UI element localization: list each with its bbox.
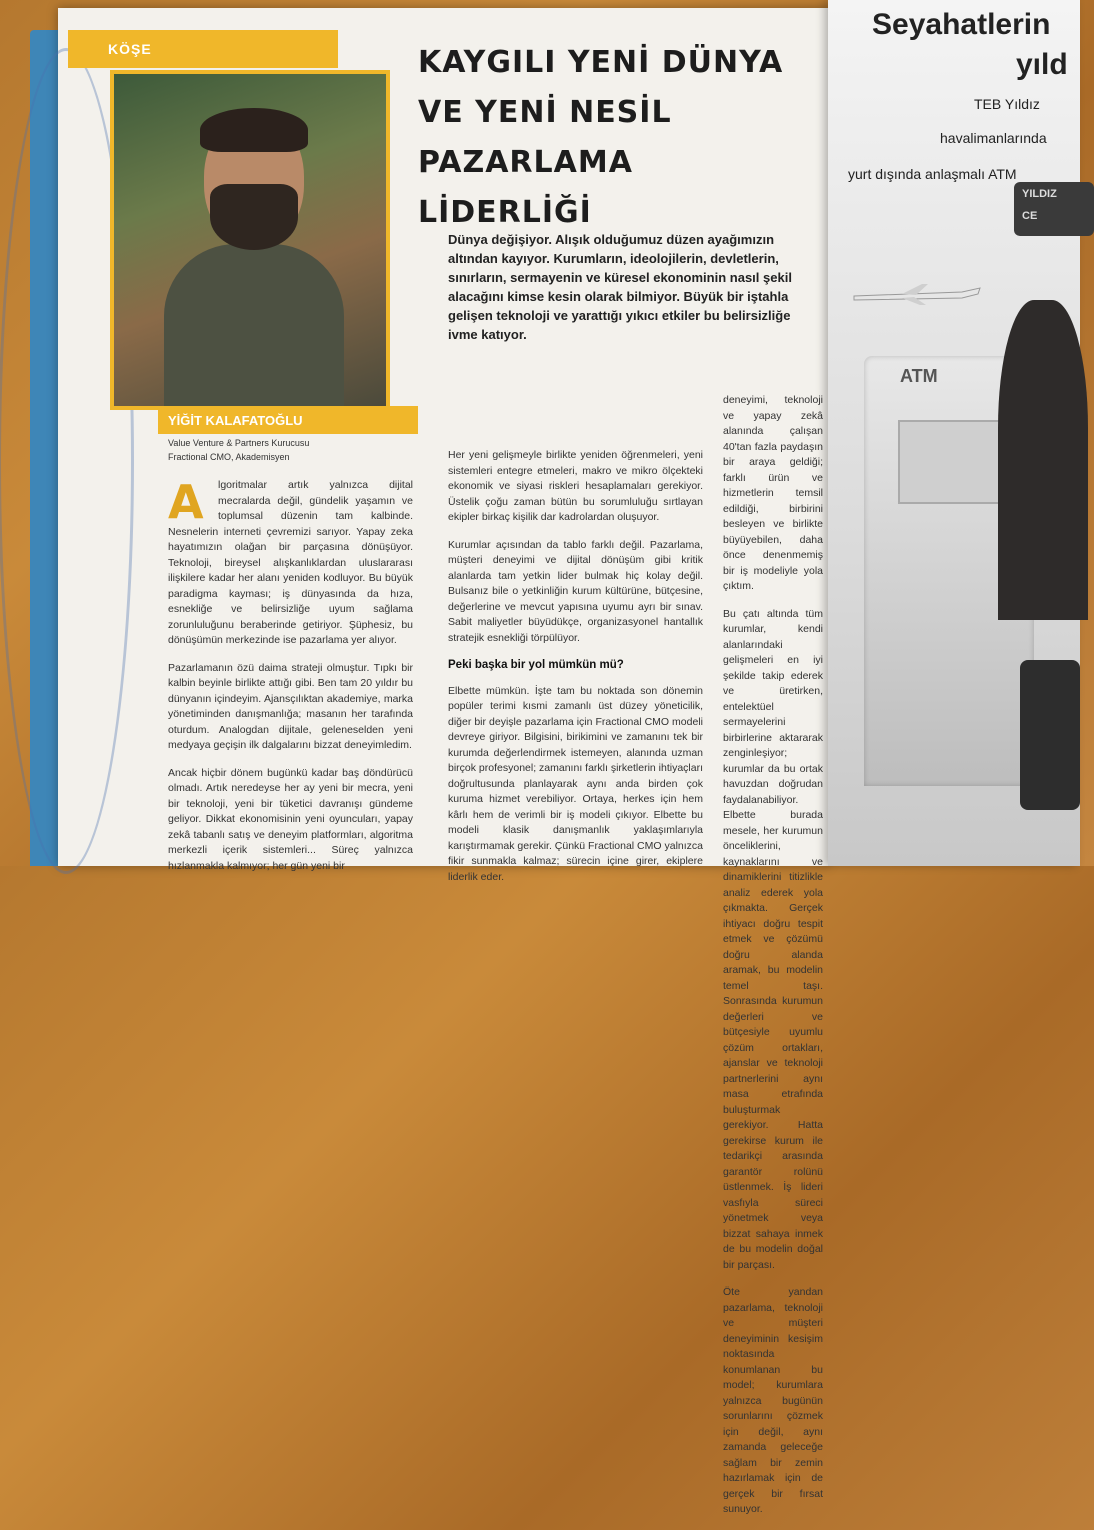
- col3-paragraph-3: Öte yandan pazarlama, teknoloji ve müşteri deneyiminin kesişim noktasında konumlanan bu model; kurumlara yalnızca bugünün sorunlarını çözmek için değil, aynı zamanda geleceğe sağlam bir zemin hazırlamak için de gerçek bir fırsat sunuyor.: [723, 1286, 823, 1515]
- author-figure: [164, 114, 344, 414]
- article-column-1: [168, 475, 413, 886]
- article-lead: Dünya değişiyor. Alışık olduğumuz düzen ayağımızın altından kayıyor. Kurumların, ideolojilerin, devletlerin, sınırların, sermayenin ve küresel ekonominin nasıl şekil alacağını kimse kesin olarak bilmiyor. Büyük bir iştahla gelişen teknoloji ve yarattığı yıkıcı etkiler bu belirsizliğe ivme katıyor.: [448, 232, 792, 342]
- article-column-2: [448, 448, 703, 897]
- card-badge: [1014, 182, 1094, 236]
- author-role-2: Fractional CMO, Akademisyen: [168, 452, 290, 462]
- col1-paragraph-2: Pazarlamanın özü daima strateji olmuştur. Tıpkı bir kalbin beyinle birlikte attığı gibi. Ben tam 20 yıldır bu dünyanın içindeyim. Ajansçılıktan akademiye, marka yönetiminden danışmanlığa; masanın her tarafında oturdum. Analogdan dijitale, geleneselden yeni medyaya geçişin ilk dalgalarını bizzat deneyimledim.: [168, 661, 413, 751]
- ad-line-3: yurt dışında anlaşmalı ATM: [848, 166, 1017, 182]
- suitcase: [1020, 660, 1080, 810]
- col1-p1-text: lgoritmalar artık yalnızca dijital mecralarda değil, gündelik yaşamın ve toplumsal düzenin tam kalbinde. Nesnelerin interneti çevremizi sarıyor. Yapay zeka hayatımızın olağan bir parçasına dönüşüyor. Teknoloji, bireysel alışkanlıklardan uluslararası ilişkilere kadar her alanı yeniden kodluyor. Bu büyük paradigma kayması; iş dünyasında da hıza, esnekliğe ve belirsizliğe uyum sağlama zorunluluğunu beraberinde getiriyor. Şüphesiz, bu dönüşümün merkezinde ise pazarlama yer alıyor.: [168, 479, 413, 646]
- author-shirt: [164, 244, 344, 424]
- col2-paragraph-1: Her yeni gelişmeyle birlikte yeniden öğrenmeleri, yeni sistemleri entegre etmeleri, makro ve mikro ölçekteki ekonomik ve siyasi riskleri hesaplamaları gerekiyor. Üstelik çoğu zaman bütün bu sorumluluğu sırtlayan ekipler birkaç kişilik dar kadrolardan oluşuyor.: [448, 449, 703, 523]
- ad-person: [998, 300, 1088, 620]
- col2-paragraph-2: Kurumlar açısından da tablo farklı değil. Pazarlama, müşteri deneyimi ve dijital dönüşüm gibi kritik alanlarda tam yetkin lider bulmak hiç kolay değil. Bulsanız bile o yetkinliğin kurum kültürüne, bütçesine, değerlerine ve mevcut yapısına uyumu ayrı bir sınav. Sabit maliyetler büyüdükçe, organizasyonel hantallık stratejik esnekliği törpülüyor.: [448, 538, 703, 644]
- atm-label: ATM: [900, 366, 938, 386]
- col1-paragraph-1: [168, 475, 413, 649]
- author-beard: [210, 184, 298, 250]
- col1-paragraph-3: Ancak hiçbir dönem bugünkü kadar baş döndürücü olmadı. Artık neredeyse her ay yeni bir mecra, yeni bir teknoloji, yeni bir tüketici davranışı gündeme geliyor. Dikkat ekonomisinin yeni oyuncuları, yapay zekâ tabanlı satış ve deneyim platformları, algoritma merkezli içerik sistemleri... Süreç yalnızca hızlanmakla kalmıyor; her gün yeni bir: [168, 766, 413, 872]
- section-band: [68, 30, 338, 68]
- card-badge-line-2: CE: [1022, 210, 1038, 222]
- author-name-band: [158, 406, 418, 434]
- advertisement-page: [828, 0, 1080, 866]
- ad-title-2: yıld: [1016, 48, 1068, 81]
- col3-paragraph-1: deneyimi, teknoloji ve yapay zekâ alanında çalışan 40'tan fazla paydaşın bir araya geldiği; farklı ürün ve hizmetlerin temsil edildiği, birbirini besleyen ve birlikte büyüyebilen, daha önce denenmemiş bir iş modeliyle yola çıktım.: [723, 394, 823, 592]
- author-role-1: Value Venture & Partners Kurucusu: [168, 438, 310, 448]
- article-headline: KAYGILI YENİ DÜNYA VE YENİ NESİL PAZARLAMA LİDERLİĞİ: [418, 45, 784, 230]
- section-label: KÖŞE: [108, 41, 152, 57]
- col3-paragraph-2: Bu çatı altında tüm kurumlar, kendi alanlarındaki gelişmeleri en iyi şekilde takip ederek ve üretirken, entelektüel sermayelerini birbirlerine aktararak zenginleşiyor; kurumlar da bu ortak havuzdan doğrudan faydalanabiliyor. Elbette burada mesele, her kurumun önceliklerini, kaynaklarını ve dinamiklerini titizlikle analiz ederek yola çıkmakta. Gerçek ihtiyacı doğru tespit etmek ve çözümü doğru alanda aramak, bu modelin temel taşı. Sonrasında kurumun değerleri ve bütçesiyle uyumlu çözüm ortakları, ajanslar ve teknoloji partnerlerini aynı masa etrafında buluşturmak gerekiyor. Hatta gerekirse kurum ile tedarikçi arasında garantör rolünü üstlenmek. İş lideri vasfıyla süreci yönetmek veya bizzat sahaya inmek de bu modelin doğal bir parçası.: [723, 607, 823, 1271]
- author-name: YİĞİT KALAFATOĞLU: [168, 412, 303, 428]
- ad-line-2: havalimanlarında: [940, 130, 1047, 146]
- ad-title: Seyahatlerin: [872, 8, 1051, 41]
- card-badge-line-1: YILDIZ: [1022, 188, 1057, 200]
- atm-screen: [898, 420, 1012, 504]
- drop-cap: A: [168, 475, 204, 529]
- article-page: [58, 8, 828, 1515]
- author-photo: [110, 70, 390, 410]
- ad-line-1: TEB Yıldız: [974, 96, 1040, 112]
- author-hair: [200, 108, 308, 152]
- col2-paragraph-3: Elbette mümkün. İşte tam bu noktada son dönemin popüler terimi kısmi zamanlı üst düzey yöneticilik, diğer bir deyişle pazarlama için Fractional CMO modeli devreye giriyor. Bilgisini, birikimini ve zamanını tek bir kurumda değerlendirmek istemeyen, alanında uzman birçok profesyonel; zamanını farklı şirketlerin ihtiyaçları doğrultusunda planlayarak aynı anda birden çok kuruma hizmet verebiliyor. Ortaya, herkes için hem kârlı hem de verimli bir iş modeli çıkıyor. Elbette bu modeli klasik danışmanlık yaklaşımlarıyla karıştırmamak gerekir. Çünkü Fractional CMO yalnızca fikir sunmakla kalmaz; sürecin içine girer, ekiplere liderlik eder.: [448, 684, 704, 883]
- airplane-icon: [852, 282, 982, 306]
- article-column-3: [723, 393, 823, 1530]
- article-subhead: Peki başka bir yol mümkün mü?: [448, 659, 624, 671]
